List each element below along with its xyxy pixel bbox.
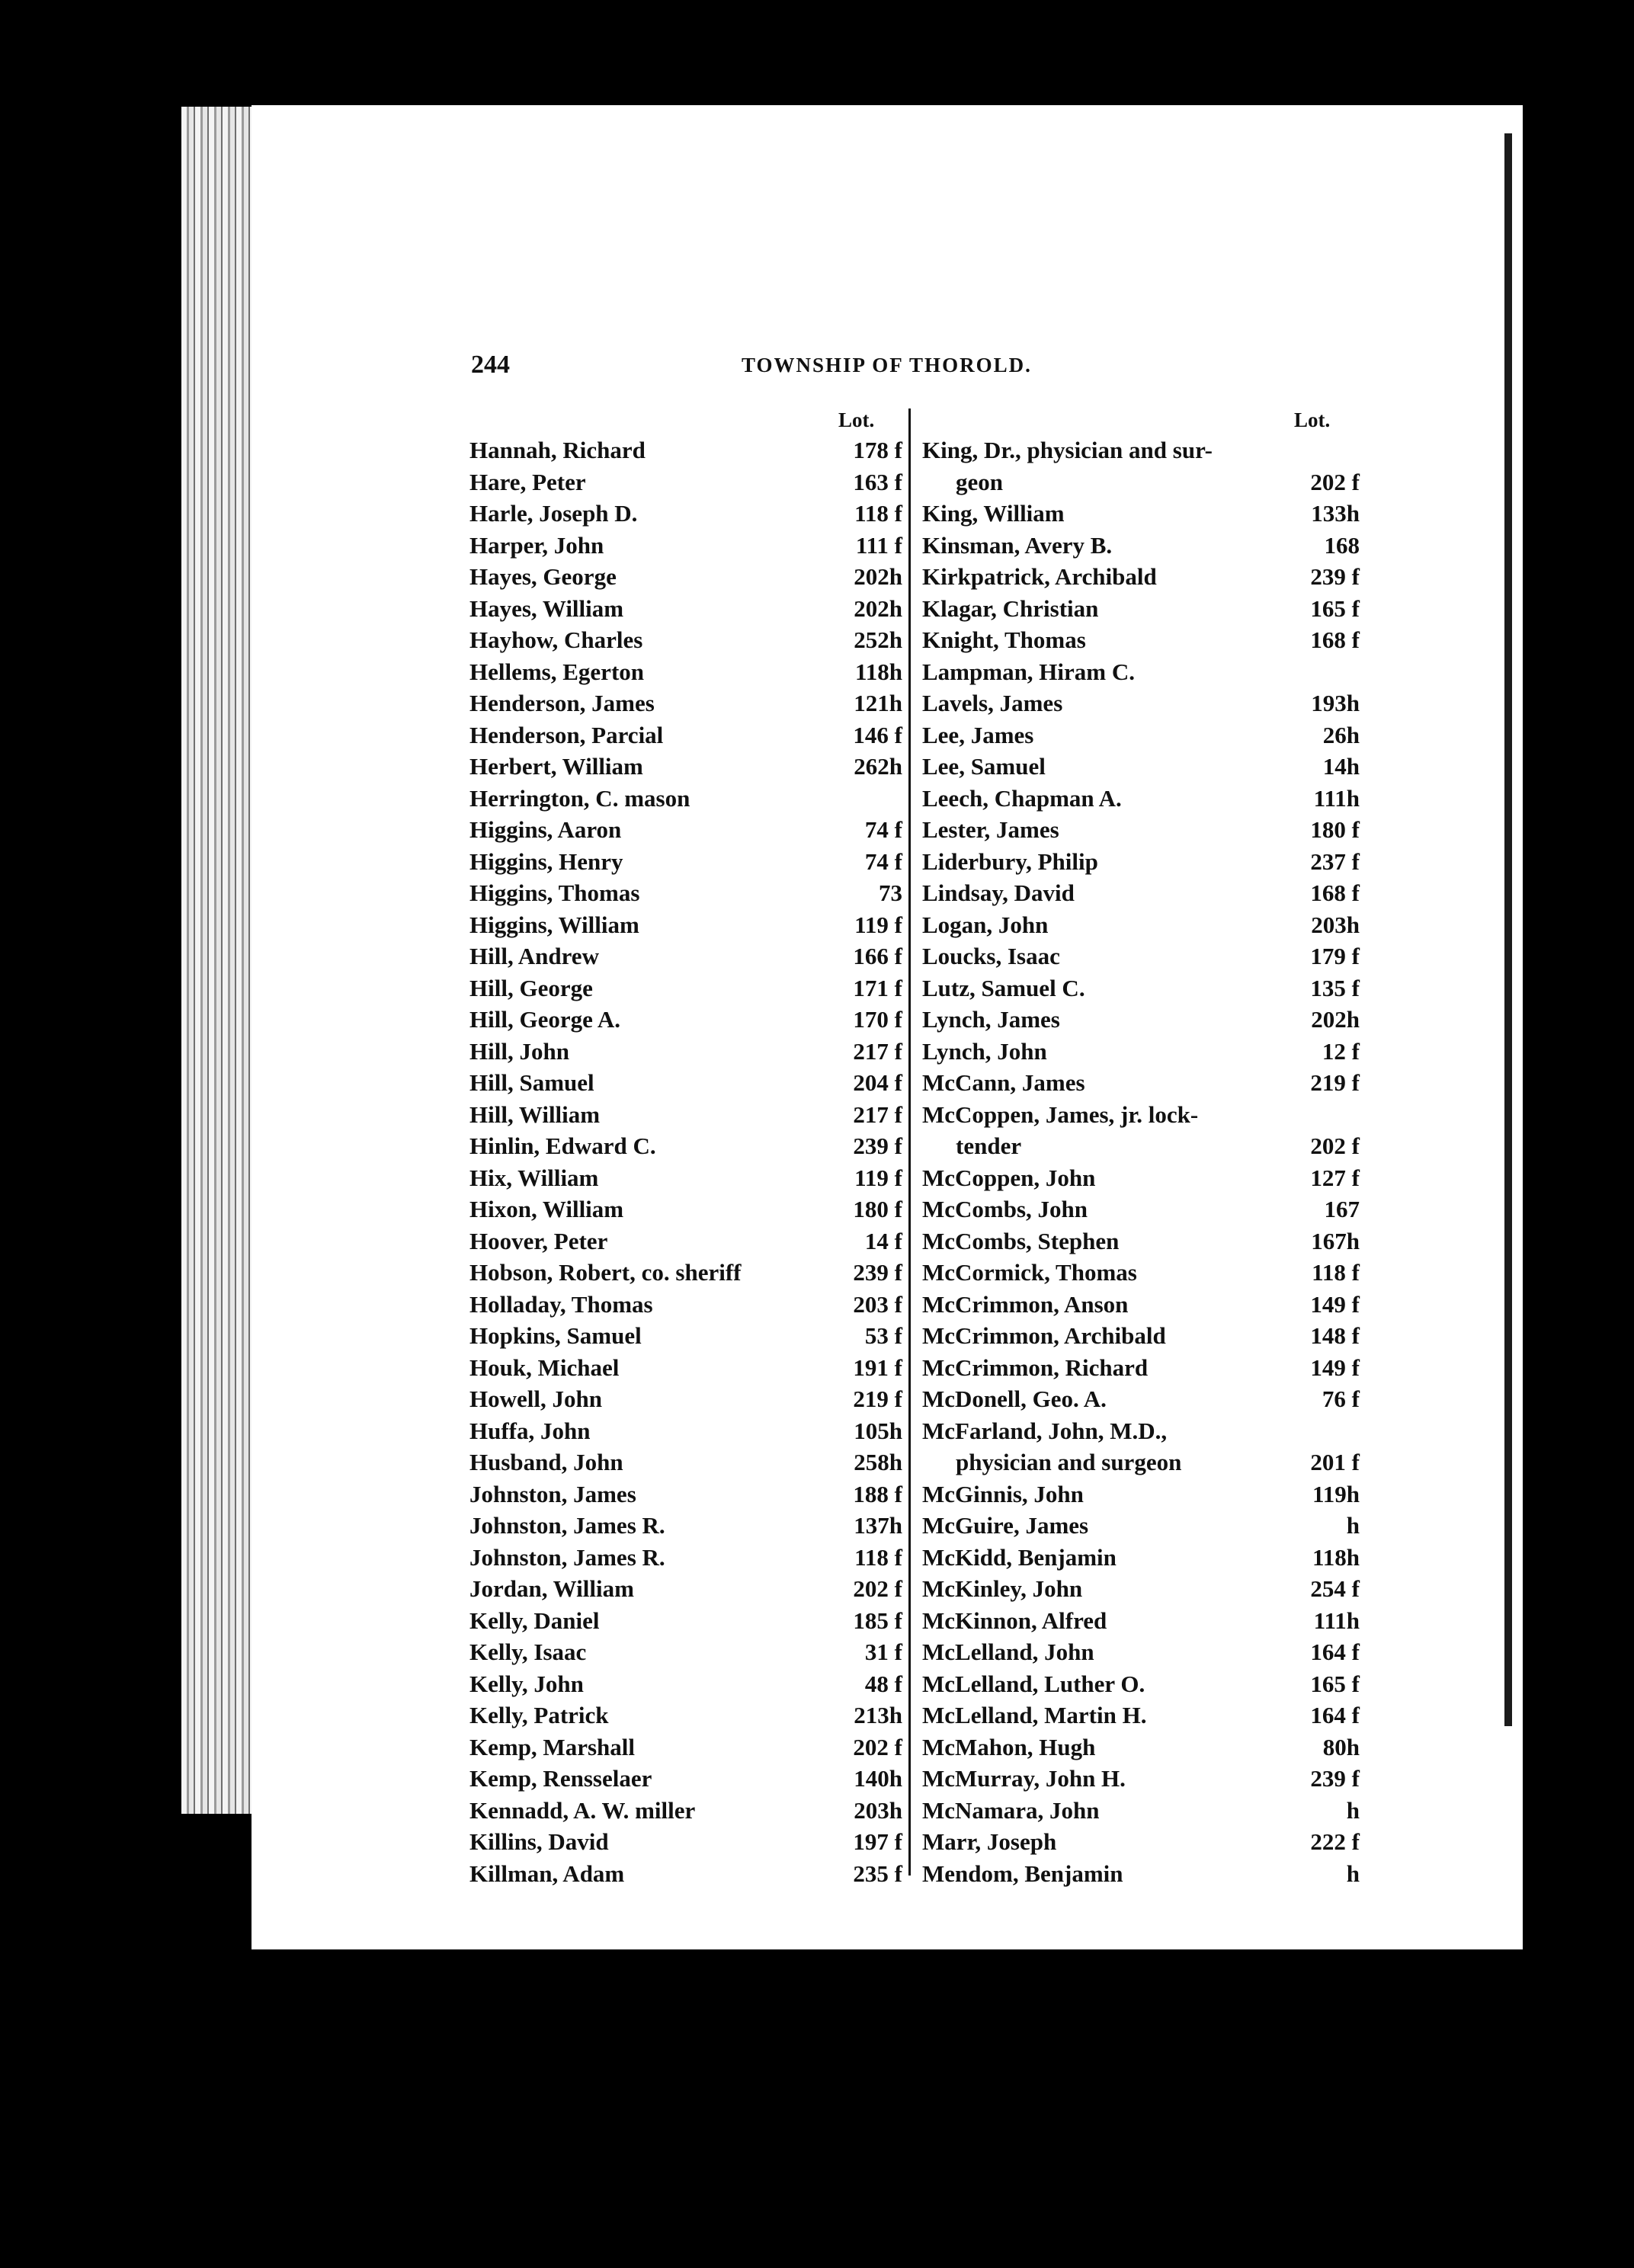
entry-name: Hayhow, Charles <box>469 626 643 653</box>
directory-entry <box>918 466 1364 498</box>
directory-entry <box>918 1605 1364 1637</box>
entry-lot: 202h <box>854 594 902 622</box>
entry-name: Lampman, Hiram C. <box>922 658 1135 685</box>
directory-entry <box>465 624 907 656</box>
entry-name: Kirkpatrick, Archibald <box>922 563 1157 590</box>
entry-lot: 239 f <box>853 1259 902 1286</box>
entry-name: Killman, Adam <box>469 1860 625 1887</box>
entry-name: McKinley, John <box>922 1575 1083 1602</box>
directory-entry <box>918 593 1364 625</box>
entry-lot: 202 f <box>853 1575 902 1602</box>
entry-name: Mendom, Benjamin <box>922 1860 1123 1887</box>
entry-name: Lee, Samuel <box>922 753 1046 780</box>
entry-lot: h <box>1346 1512 1360 1539</box>
directory-entry <box>465 1383 907 1415</box>
entry-lot: 178 f <box>853 437 902 463</box>
entry-lot: 179 f <box>1310 943 1360 969</box>
entry-lot: 14h <box>1322 753 1360 780</box>
directory-entry <box>918 1668 1364 1700</box>
entry-name: Liderbury, Philip <box>922 847 1098 875</box>
directory-entry <box>918 687 1364 719</box>
page-header <box>465 349 1364 380</box>
entry-lot: 219 f <box>1310 1069 1360 1096</box>
directory-entry <box>918 498 1364 530</box>
directory-entry <box>465 1004 907 1036</box>
page-gutter-shadow <box>1504 133 1512 1726</box>
entry-lot: 202 f <box>1310 468 1360 495</box>
directory-entry <box>465 1542 907 1574</box>
directory-entry <box>918 1352 1364 1384</box>
entry-name: Hinlin, Edward C. <box>469 1132 656 1159</box>
directory-entry <box>918 1036 1364 1068</box>
entry-lot: 111h <box>1313 1606 1360 1634</box>
entry-name: Henderson, Parcial <box>469 721 664 748</box>
entry-name: Johnston, James R. <box>469 1512 665 1539</box>
directory-entry <box>918 909 1364 941</box>
entry-name: Hayes, William <box>469 594 624 622</box>
directory-entry <box>465 1763 907 1795</box>
entry-name: Hobson, Robert, co. sheriff <box>469 1259 742 1286</box>
page-number: 244 <box>471 351 510 379</box>
directory-entry <box>918 1636 1364 1668</box>
entry-lot: 149 f <box>1310 1353 1360 1381</box>
entry-lot: 180 f <box>853 1196 902 1222</box>
directory-entry <box>918 1542 1364 1574</box>
entry-name: Kelly, Patrick <box>469 1702 609 1728</box>
directory-entry <box>918 1478 1364 1510</box>
entry-name: Hannah, Richard <box>469 437 646 463</box>
entry-lot: 164 f <box>1310 1702 1360 1728</box>
entry-lot: 168 <box>1324 531 1360 559</box>
entry-name: Kemp, Rensselaer <box>469 1765 652 1792</box>
entry-name: McKinnon, Alfred <box>922 1606 1107 1634</box>
entry-lot: 118 f <box>854 1543 902 1571</box>
entry-lot: 193h <box>1311 690 1360 716</box>
entry-lot: 217 f <box>853 1100 902 1128</box>
entry-lot: 239 f <box>853 1132 902 1159</box>
entry-name: Harle, Joseph D. <box>469 500 638 527</box>
entry-name: Loucks, Isaac <box>922 943 1060 969</box>
entry-lot: 118 f <box>854 500 902 527</box>
directory-entry <box>918 846 1364 878</box>
entry-name: Houk, Michael <box>469 1353 620 1381</box>
directory-entry <box>465 687 907 719</box>
entry-name: Harper, John <box>469 531 604 559</box>
next-page-edge <box>1471 133 1504 1856</box>
entry-lot: 111h <box>1313 784 1360 812</box>
entry-lot: 185 f <box>853 1606 902 1634</box>
entry-lot: h <box>1346 1796 1360 1824</box>
directory-entry <box>918 940 1364 972</box>
entry-name: Hellems, Egerton <box>469 658 645 685</box>
entry-name: Kelly, Isaac <box>469 1639 587 1665</box>
directory-entry <box>465 1225 907 1257</box>
directory-entry <box>465 1352 907 1384</box>
entry-lot: 239 f <box>1310 563 1360 590</box>
directory-entry <box>465 561 907 593</box>
entry-name: Hix, William <box>469 1164 599 1191</box>
directory-entry <box>465 1130 907 1162</box>
entry-lot: 203h <box>1311 911 1360 938</box>
directory-entry <box>465 1067 907 1099</box>
entry-name: McCrimmon, Archibald <box>922 1322 1166 1349</box>
entry-lot: 204 f <box>853 1069 902 1096</box>
book-page-edges <box>181 107 258 1814</box>
entry-lot: h <box>1346 1860 1360 1887</box>
directory-entry <box>465 719 907 751</box>
entry-name: Hixon, William <box>469 1196 624 1222</box>
directory-entry <box>918 1257 1364 1289</box>
directory-entry <box>465 814 907 846</box>
entry-name: Herrington, C. mason <box>469 784 690 812</box>
entry-name: Lutz, Samuel C. <box>922 974 1085 1001</box>
entry-lot: 217 f <box>853 1037 902 1065</box>
directory-entry <box>465 846 907 878</box>
entry-name: McLelland, Luther O. <box>922 1670 1145 1697</box>
entry-name: Kelly, Daniel <box>469 1606 600 1634</box>
directory-entry <box>465 783 907 815</box>
directory-entry <box>465 877 907 909</box>
entry-lot: 119 f <box>854 1164 902 1191</box>
entry-name: Huffa, John <box>469 1417 591 1444</box>
directory-entry <box>465 1636 907 1668</box>
entry-name: Higgins, William <box>469 911 639 938</box>
entry-name: Henderson, James <box>469 690 655 716</box>
entry-name: Lavels, James <box>922 690 1063 716</box>
directory-entry <box>918 1826 1364 1858</box>
entry-name: Kennadd, A. W. miller <box>469 1796 696 1824</box>
entry-lot: 26h <box>1322 721 1360 748</box>
entry-lot: 262h <box>854 753 902 780</box>
directory-entry <box>918 1573 1364 1605</box>
entry-name: Hill, William <box>469 1100 601 1128</box>
directory-entry <box>465 1668 907 1700</box>
entry-lot: 14 f <box>864 1227 902 1254</box>
entry-lot: 80h <box>1322 1733 1360 1760</box>
entry-lot: 119 f <box>854 911 902 938</box>
directory-entry <box>465 1099 907 1131</box>
entry-name: Lynch, John <box>922 1037 1047 1065</box>
entry-lot: 137h <box>854 1512 902 1539</box>
directory-entry <box>918 1130 1364 1162</box>
directory-entry <box>465 1731 907 1763</box>
entry-lot: 74 f <box>864 847 902 875</box>
entry-name: McLelland, Martin H. <box>922 1702 1147 1728</box>
directory-entry <box>465 1162 907 1194</box>
directory-entry <box>918 719 1364 751</box>
column-divider <box>908 408 911 1876</box>
entry-name: Hopkins, Samuel <box>469 1322 642 1349</box>
entry-lot: 197 f <box>853 1828 902 1855</box>
directory-entry <box>918 1858 1364 1890</box>
directory-entry <box>465 1858 907 1890</box>
entry-name: Hill, John <box>469 1037 569 1065</box>
entry-lot: 149 f <box>1310 1290 1360 1318</box>
directory-entry <box>465 1257 907 1289</box>
entry-name: Logan, John <box>922 911 1049 938</box>
entry-lot: 74 f <box>864 816 902 843</box>
entry-name: physician and surgeon <box>956 1449 1182 1475</box>
entry-name: Hill, Samuel <box>469 1069 594 1096</box>
entry-name: McNamara, John <box>922 1796 1100 1824</box>
directory-entry <box>465 1446 907 1478</box>
entry-name: Hayes, George <box>469 563 617 590</box>
entry-name: McCrimmon, Richard <box>922 1353 1149 1381</box>
entry-name: McMurray, John H. <box>922 1765 1126 1792</box>
entry-name: Kelly, John <box>469 1670 584 1697</box>
entry-name: Lindsay, David <box>922 879 1075 906</box>
entry-name: Higgins, Thomas <box>469 879 640 906</box>
entry-lot: 76 f <box>1322 1385 1360 1412</box>
entry-lot: 202h <box>1311 1006 1360 1033</box>
directory-entry <box>918 1510 1364 1542</box>
directory-entry <box>465 1510 907 1542</box>
directory-entry <box>465 909 907 941</box>
directory-entry <box>918 1415 1364 1447</box>
directory-entry <box>918 1162 1364 1194</box>
entry-name: McLelland, John <box>922 1639 1094 1665</box>
entry-name: McCombs, Stephen <box>922 1227 1120 1254</box>
entry-lot: 148 f <box>1310 1322 1360 1349</box>
entry-name: Hill, Andrew <box>469 943 599 969</box>
entry-name: Marr, Joseph <box>922 1828 1057 1855</box>
entry-name: Hill, George <box>469 974 593 1001</box>
directory-entry <box>465 656 907 688</box>
entry-lot: 171 f <box>853 974 902 1001</box>
entry-name: geon <box>956 468 1003 495</box>
entry-name: McCann, James <box>922 1069 1085 1096</box>
entry-lot: 237 f <box>1310 847 1360 875</box>
entry-lot: 170 f <box>853 1006 902 1033</box>
directory-entry <box>918 1699 1364 1731</box>
entry-lot: 135 f <box>1310 974 1360 1001</box>
directory-entry <box>918 1289 1364 1321</box>
entry-name: Knight, Thomas <box>922 626 1086 653</box>
directory-entry <box>465 940 907 972</box>
left-column <box>465 408 907 1887</box>
entry-lot: 111 f <box>855 531 902 559</box>
entry-lot: 202 f <box>1310 1132 1360 1159</box>
entry-name: tender <box>956 1132 1022 1159</box>
entry-name: Husband, John <box>469 1449 623 1475</box>
entry-lot: 222 f <box>1310 1828 1360 1855</box>
entry-lot: 235 f <box>853 1860 902 1887</box>
directory-entry <box>918 1193 1364 1225</box>
entry-lot: 12 f <box>1322 1037 1360 1065</box>
directory-entry <box>918 1446 1364 1478</box>
entry-lot: 165 f <box>1310 594 1360 622</box>
entry-name: Killins, David <box>469 1828 609 1855</box>
directory-entry <box>465 751 907 783</box>
entry-lot: 202h <box>854 563 902 590</box>
entry-lot: 118 f <box>1312 1259 1360 1286</box>
entry-name: Kinsman, Avery B. <box>922 531 1113 559</box>
entry-name: Leech, Chapman A. <box>922 784 1122 812</box>
directory-entry <box>918 751 1364 783</box>
entry-name: Kemp, Marshall <box>469 1733 635 1760</box>
directory-entry <box>918 1225 1364 1257</box>
directory-entry <box>465 1320 907 1352</box>
entry-name: Johnston, James R. <box>469 1543 665 1571</box>
entry-lot: 163 f <box>853 468 902 495</box>
directory-entry <box>465 1699 907 1731</box>
entry-name: McCormick, Thomas <box>922 1259 1137 1286</box>
directory-entry <box>465 1605 907 1637</box>
entry-name: King, William <box>922 500 1065 527</box>
lot-heading: Lot. <box>1294 408 1331 431</box>
entry-lot: 31 f <box>864 1639 902 1665</box>
directory-entry <box>465 972 907 1004</box>
directory-entry <box>918 1795 1364 1827</box>
directory-entry <box>918 877 1364 909</box>
entry-name: Jordan, William <box>469 1575 634 1602</box>
entry-name: King, Dr., physician and sur- <box>922 437 1213 463</box>
entry-lot: 258h <box>854 1449 902 1475</box>
entry-lot: 213h <box>854 1702 902 1728</box>
entry-name: McMahon, Hugh <box>922 1733 1096 1760</box>
entry-name: Johnston, James <box>469 1480 636 1507</box>
directory-entry <box>918 1763 1364 1795</box>
entry-lot: 254 f <box>1310 1575 1360 1602</box>
entry-lot: 203 f <box>853 1290 902 1318</box>
entry-name: McCombs, John <box>922 1196 1088 1222</box>
entry-lot: 133h <box>1311 500 1360 527</box>
entry-name: McKidd, Benjamin <box>922 1543 1117 1571</box>
entry-lot: 203h <box>854 1796 902 1824</box>
entry-lot: 53 f <box>864 1322 902 1349</box>
left-entry-list <box>465 434 907 1889</box>
entry-name: McFarland, John, M.D., <box>922 1417 1168 1444</box>
entry-name: McCoppen, James, jr. lock- <box>922 1100 1199 1128</box>
entry-lot: 191 f <box>853 1353 902 1381</box>
entry-name: Hoover, Peter <box>469 1227 608 1254</box>
entry-lot: 119h <box>1312 1480 1360 1507</box>
entry-lot: 202 f <box>853 1733 902 1760</box>
entry-lot: 118h <box>1312 1543 1360 1571</box>
directory-entry <box>918 656 1364 688</box>
directory-content <box>465 349 1364 1896</box>
entry-name: Higgins, Aaron <box>469 816 622 843</box>
directory-entry <box>465 530 907 562</box>
entry-lot: 127 f <box>1310 1164 1360 1191</box>
entry-name: Lee, James <box>922 721 1034 748</box>
entry-lot: 219 f <box>853 1385 902 1412</box>
entry-lot: 167 <box>1324 1196 1360 1222</box>
entry-lot: 239 f <box>1310 1765 1360 1792</box>
directory-entry <box>465 434 907 466</box>
directory-entry <box>918 814 1364 846</box>
directory-entry <box>918 972 1364 1004</box>
entry-name: Higgins, Henry <box>469 847 623 875</box>
directory-entry <box>465 1193 907 1225</box>
entry-name: Hare, Peter <box>469 468 586 495</box>
directory-entry <box>465 498 907 530</box>
entry-lot: 168 f <box>1310 626 1360 653</box>
entry-lot: 168 f <box>1310 879 1360 906</box>
entry-lot: 166 f <box>853 943 902 969</box>
directory-entry <box>465 1826 907 1858</box>
entry-lot: 167h <box>1311 1227 1360 1254</box>
entry-lot: 201 f <box>1310 1449 1360 1475</box>
directory-entry <box>465 466 907 498</box>
entry-lot: 140h <box>854 1765 902 1792</box>
entry-name: Howell, John <box>469 1385 602 1412</box>
entry-name: McGinnis, John <box>922 1480 1084 1507</box>
entry-lot: 164 f <box>1310 1639 1360 1665</box>
lot-heading: Lot. <box>838 408 875 431</box>
directory-entry <box>918 1099 1364 1131</box>
directory-entry <box>465 1036 907 1068</box>
entry-name: Klagar, Christian <box>922 594 1099 622</box>
running-head: TOWNSHIP OF THOROLD. <box>742 354 1032 376</box>
directory-entry <box>918 1320 1364 1352</box>
entry-name: McDonell, Geo. A. <box>922 1385 1107 1412</box>
directory-entry <box>918 530 1364 562</box>
entry-lot: 252h <box>854 626 902 653</box>
directory-entry <box>918 624 1364 656</box>
entry-name: Holladay, Thomas <box>469 1290 653 1318</box>
entry-lot: 105h <box>854 1417 902 1444</box>
directory-entry <box>918 1731 1364 1763</box>
directory-entry <box>465 1478 907 1510</box>
directory-entry <box>918 783 1364 815</box>
entry-name: Lynch, James <box>922 1006 1060 1033</box>
entry-name: Hill, George A. <box>469 1006 621 1033</box>
entry-lot: 165 f <box>1310 1670 1360 1697</box>
entry-lot: 118h <box>854 658 902 685</box>
directory-entry <box>465 1795 907 1827</box>
directory-entry <box>918 1067 1364 1099</box>
directory-entry <box>465 1289 907 1321</box>
entry-lot: 188 f <box>853 1480 902 1507</box>
entry-name: McCrimmon, Anson <box>922 1290 1129 1318</box>
directory-entry <box>918 561 1364 593</box>
entry-name: Herbert, William <box>469 753 643 780</box>
right-column <box>918 408 1364 1887</box>
directory-entry <box>918 1004 1364 1036</box>
right-entry-list <box>918 434 1364 1889</box>
directory-entry <box>918 1383 1364 1415</box>
entry-lot: 121h <box>854 690 902 716</box>
directory-entry <box>918 434 1364 466</box>
entry-lot: 73 <box>879 879 902 906</box>
directory-entry <box>465 1573 907 1605</box>
entry-lot: 146 f <box>853 721 902 748</box>
directory-entry <box>465 1415 907 1447</box>
directory-entry <box>465 593 907 625</box>
entry-name: McGuire, James <box>922 1512 1089 1539</box>
entry-name: McCoppen, John <box>922 1164 1096 1191</box>
entry-lot: 48 f <box>864 1670 902 1697</box>
entry-lot: 180 f <box>1310 816 1360 843</box>
entry-name: Lester, James <box>922 816 1059 843</box>
